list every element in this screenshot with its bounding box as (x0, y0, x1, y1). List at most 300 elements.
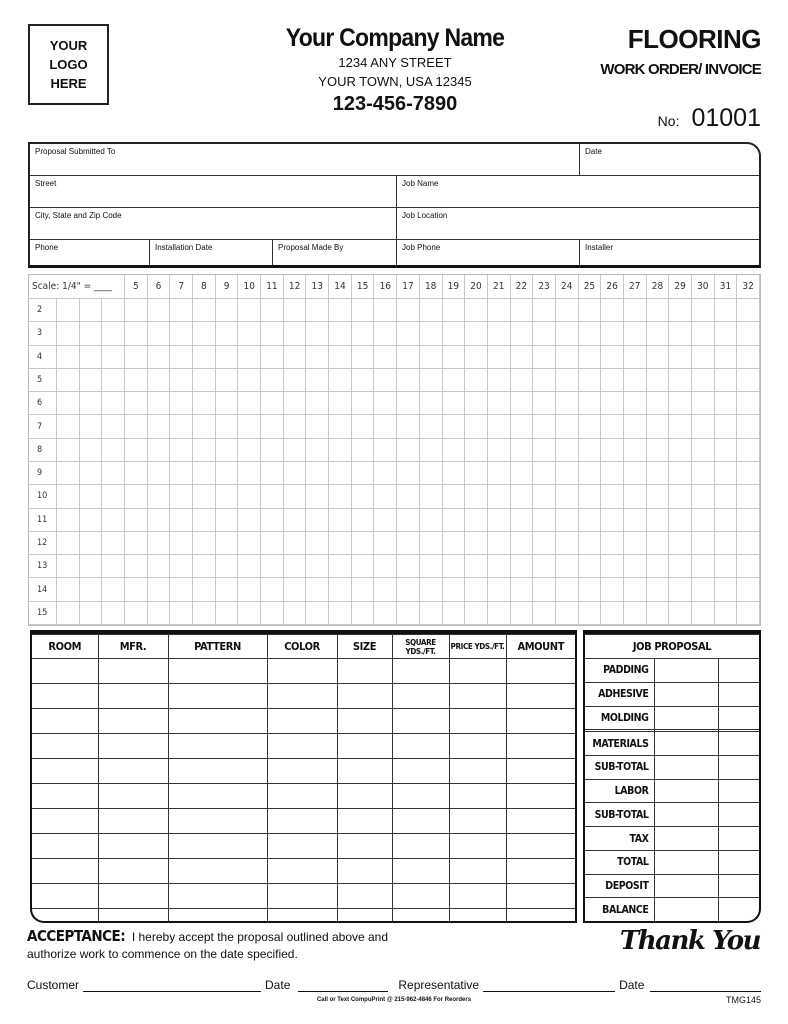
items-cell[interactable] (98, 734, 168, 759)
grid-cell (284, 299, 307, 322)
items-cell[interactable] (168, 834, 267, 859)
grid-cell (556, 578, 579, 601)
grid-cell (647, 322, 670, 345)
items-cell[interactable] (267, 684, 337, 709)
grid-cell (715, 602, 738, 625)
field-label: Phone (35, 243, 59, 252)
grid-cell (352, 485, 375, 508)
items-cell[interactable] (392, 759, 449, 784)
field-label: Proposal Made By (278, 243, 344, 252)
grid-cell (647, 462, 670, 485)
proposal-row (585, 659, 759, 683)
grid-cell (737, 578, 760, 601)
field-label: City, State and Zip Code (35, 211, 122, 220)
grid-cell (397, 322, 420, 345)
grid-column-number: 8 (193, 275, 216, 299)
grid-cell (601, 602, 624, 625)
grid-cell (556, 602, 579, 625)
items-cell[interactable] (98, 809, 168, 834)
grid-row-number: 5 (29, 369, 57, 392)
items-cell[interactable] (449, 759, 506, 784)
grid-column-number: 12 (284, 275, 307, 299)
grid-cell (261, 532, 284, 555)
items-cell[interactable] (267, 834, 337, 859)
measurement-grid (28, 274, 761, 626)
grid-column-number: 30 (692, 275, 715, 299)
grid-cell (80, 299, 103, 322)
grid-cell (80, 369, 103, 392)
grid-cell (238, 602, 261, 625)
grid-cell (329, 578, 352, 601)
grid-cell (284, 485, 307, 508)
grid-cell (579, 578, 602, 601)
proposal-amount-cell[interactable] (654, 659, 718, 683)
proposal-amount-cell[interactable] (654, 827, 718, 851)
proposal-amount-cell[interactable] (718, 755, 759, 779)
acceptance-label: ACCEPTANCE: (27, 927, 126, 945)
items-row (32, 884, 575, 909)
grid-cell (261, 485, 284, 508)
items-cell[interactable] (392, 784, 449, 809)
proposal-amount-cell[interactable] (718, 732, 759, 756)
grid-cell (374, 369, 397, 392)
field-job-location[interactable] (396, 208, 759, 239)
number-label: No: (657, 113, 680, 129)
grid-cell (148, 555, 171, 578)
items-cell[interactable] (168, 909, 267, 922)
items-cell[interactable] (392, 809, 449, 834)
items-column-header: PATTERN (168, 635, 267, 659)
proposal-amount-cell[interactable] (718, 827, 759, 851)
grid-cell (488, 322, 511, 345)
form-code: TMG145 (725, 995, 761, 1005)
grid-cell (170, 392, 193, 415)
title-subtitle: WORK ORDER/ INVOICE (600, 61, 761, 78)
grid-cell (465, 322, 488, 345)
items-cell[interactable] (337, 834, 392, 859)
grid-cell (261, 555, 284, 578)
items-cell[interactable] (267, 659, 337, 684)
proposal-amount-cell[interactable] (654, 803, 718, 827)
items-cell[interactable] (337, 784, 392, 809)
items-cell[interactable] (168, 734, 267, 759)
items-cell[interactable] (32, 884, 98, 909)
grid-cell (374, 485, 397, 508)
items-cell[interactable] (449, 659, 506, 684)
grid-cell (692, 346, 715, 369)
field-proposal-made-by[interactable] (272, 240, 396, 265)
grid-cell (579, 485, 602, 508)
grid-cell (692, 439, 715, 462)
grid-cell (374, 439, 397, 462)
items-cell[interactable] (98, 684, 168, 709)
proposal-amount-cell[interactable] (718, 779, 759, 803)
company-info (240, 24, 550, 116)
customer-label: Customer (27, 978, 80, 992)
items-cell[interactable] (32, 784, 98, 809)
items-cell[interactable] (267, 734, 337, 759)
items-cell[interactable] (506, 834, 575, 859)
grid-column-number: 17 (397, 275, 420, 299)
items-cell[interactable] (168, 884, 267, 909)
items-cell[interactable] (32, 659, 98, 684)
items-cell[interactable] (506, 659, 575, 684)
grid-cell (216, 485, 239, 508)
grid-cell (737, 415, 760, 438)
grid-cell (624, 322, 647, 345)
grid-cell (624, 578, 647, 601)
grid-cell (284, 462, 307, 485)
grid-cell (102, 439, 125, 462)
items-cell[interactable] (267, 884, 337, 909)
items-column-header: PRICE YDS./FT. (449, 635, 506, 659)
items-cell[interactable] (449, 834, 506, 859)
grid-cell (624, 509, 647, 532)
grid-column-number: 14 (329, 275, 352, 299)
grid-cell (579, 439, 602, 462)
grid-cell (57, 392, 80, 415)
items-cell[interactable] (449, 734, 506, 759)
items-cell[interactable] (449, 684, 506, 709)
proposal-amount-cell[interactable] (718, 874, 759, 898)
proposal-amount-cell[interactable] (654, 898, 718, 921)
items-cell[interactable] (449, 709, 506, 734)
representative-label: Representative (398, 978, 480, 992)
grid-cell (148, 509, 171, 532)
items-cell[interactable] (267, 859, 337, 884)
grid-cell (533, 602, 556, 625)
items-cell[interactable] (392, 859, 449, 884)
date-label: Date (619, 978, 645, 992)
grid-cell (261, 369, 284, 392)
grid-cell (238, 392, 261, 415)
representative-signature-field[interactable] (483, 980, 615, 992)
grid-cell (102, 602, 125, 625)
items-cell[interactable] (449, 809, 506, 834)
grid-cell (170, 299, 193, 322)
items-cell[interactable] (98, 884, 168, 909)
items-cell[interactable] (98, 759, 168, 784)
grid-cell (511, 509, 534, 532)
grid-cell (329, 439, 352, 462)
field-installer[interactable] (579, 240, 759, 265)
grid-cell (511, 532, 534, 555)
grid-cell (715, 485, 738, 508)
proposal-amount-cell[interactable] (718, 682, 759, 706)
grid-cell (669, 532, 692, 555)
grid-column-number: 32 (737, 275, 760, 299)
grid-cell (647, 509, 670, 532)
grid-cell (148, 462, 171, 485)
proposal-amount-cell[interactable] (654, 850, 718, 874)
customer-date-field[interactable] (298, 980, 388, 992)
items-cell[interactable] (267, 809, 337, 834)
grid-cell (488, 415, 511, 438)
grid-cell (57, 322, 80, 345)
items-cell[interactable] (98, 784, 168, 809)
grid-cell (420, 602, 443, 625)
grid-cell (737, 509, 760, 532)
grid-cell (737, 462, 760, 485)
grid-cell (80, 439, 103, 462)
grid-cell (261, 322, 284, 345)
items-cell[interactable] (506, 884, 575, 909)
proposal-amount-cell[interactable] (654, 732, 718, 756)
grid-cell (238, 485, 261, 508)
field-job-phone[interactable] (396, 240, 579, 265)
items-cell[interactable] (168, 784, 267, 809)
grid-cell (80, 602, 103, 625)
items-table (30, 630, 577, 923)
grid-cell (193, 509, 216, 532)
grid-cell (533, 392, 556, 415)
items-cell[interactable] (337, 909, 392, 922)
grid-cell (284, 509, 307, 532)
items-cell[interactable] (392, 734, 449, 759)
proposal-row (585, 898, 759, 921)
items-cell[interactable] (98, 709, 168, 734)
field-city-state-zip[interactable] (30, 208, 396, 239)
grid-cell (465, 485, 488, 508)
grid-cell (102, 462, 125, 485)
grid-cell (352, 392, 375, 415)
grid-cell (420, 462, 443, 485)
items-cell[interactable] (32, 809, 98, 834)
items-cell[interactable] (267, 784, 337, 809)
field-proposal-submitted-to[interactable] (30, 144, 577, 175)
grid-cell (579, 322, 602, 345)
proposal-amount-cell[interactable] (654, 874, 718, 898)
grid-cell (647, 369, 670, 392)
grid-cell (329, 369, 352, 392)
grid-cell (397, 532, 420, 555)
items-cell[interactable] (337, 759, 392, 784)
items-cell[interactable] (168, 659, 267, 684)
items-cell[interactable] (449, 859, 506, 884)
proposal-amount-cell[interactable] (654, 706, 718, 730)
grid-cell (647, 392, 670, 415)
grid-cell (306, 602, 329, 625)
items-cell[interactable] (506, 734, 575, 759)
grid-cell (148, 322, 171, 345)
items-cell[interactable] (267, 909, 337, 922)
field-date[interactable] (579, 144, 759, 175)
items-cell[interactable] (98, 909, 168, 922)
grid-cell (647, 415, 670, 438)
field-installation-date[interactable] (149, 240, 272, 265)
items-column-header: ROOM (32, 635, 98, 659)
grid-cell (601, 322, 624, 345)
grid-cell (669, 369, 692, 392)
items-cell[interactable] (337, 859, 392, 884)
grid-row-number: 3 (29, 322, 57, 345)
grid-column-number: 21 (488, 275, 511, 299)
items-cell[interactable] (32, 734, 98, 759)
items-cell[interactable] (337, 659, 392, 684)
grid-cell (216, 369, 239, 392)
items-cell[interactable] (32, 834, 98, 859)
proposal-row-label: DEPOSIT (585, 874, 654, 898)
proposal-amount-cell[interactable] (718, 803, 759, 827)
items-cell[interactable] (337, 709, 392, 734)
grid-column-number: 9 (216, 275, 239, 299)
grid-cell (80, 415, 103, 438)
grid-cell (647, 299, 670, 322)
grid-cell (511, 462, 534, 485)
items-cell[interactable] (337, 684, 392, 709)
grid-cell (102, 555, 125, 578)
items-cell[interactable] (392, 909, 449, 922)
items-cell[interactable] (98, 859, 168, 884)
grid-cell (647, 602, 670, 625)
items-cell[interactable] (392, 884, 449, 909)
grid-cell (715, 346, 738, 369)
representative-date-field[interactable] (650, 980, 761, 992)
grid-cell (80, 322, 103, 345)
proposal-row (585, 779, 759, 803)
items-cell[interactable] (98, 659, 168, 684)
grid-cell (125, 555, 148, 578)
items-cell[interactable] (392, 659, 449, 684)
grid-cell (374, 462, 397, 485)
grid-cell (238, 322, 261, 345)
items-cell[interactable] (267, 709, 337, 734)
grid-cell (556, 555, 579, 578)
proposal-amount-cell[interactable] (654, 779, 718, 803)
grid-cell (556, 462, 579, 485)
items-cell[interactable] (267, 759, 337, 784)
items-cell[interactable] (32, 859, 98, 884)
proposal-amount-cell[interactable] (718, 898, 759, 921)
items-cell[interactable] (32, 759, 98, 784)
items-cell[interactable] (506, 784, 575, 809)
grid-cell (397, 369, 420, 392)
items-cell[interactable] (392, 834, 449, 859)
items-cell[interactable] (506, 759, 575, 784)
items-cell[interactable] (168, 684, 267, 709)
grid-cell (102, 578, 125, 601)
grid-column-number: 22 (511, 275, 534, 299)
field-street[interactable] (30, 176, 396, 207)
grid-cell (193, 299, 216, 322)
field-label: Installer (585, 243, 614, 252)
grid-cell (261, 346, 284, 369)
items-cell[interactable] (168, 709, 267, 734)
grid-cell (306, 555, 329, 578)
grid-cell (80, 532, 103, 555)
grid-cell (261, 578, 284, 601)
proposal-row-label: MOLDING (585, 706, 654, 730)
grid-row-number: 2 (29, 299, 57, 322)
grid-row-number: 8 (29, 439, 57, 462)
grid-cell (692, 322, 715, 345)
document-title (600, 24, 761, 78)
proposal-amount-cell[interactable] (718, 850, 759, 874)
grid-cell (669, 415, 692, 438)
items-cell[interactable] (392, 709, 449, 734)
grid-cell (511, 415, 534, 438)
customer-signature-field[interactable] (83, 980, 261, 992)
grid-cell (533, 485, 556, 508)
proposal-amount-cell[interactable] (718, 659, 759, 683)
grid-cell (125, 392, 148, 415)
items-cell[interactable] (392, 684, 449, 709)
grid-cell (374, 392, 397, 415)
field-phone[interactable] (30, 240, 149, 265)
grid-cell (284, 602, 307, 625)
grid-cell (148, 369, 171, 392)
items-cell[interactable] (337, 734, 392, 759)
items-cell[interactable] (449, 884, 506, 909)
items-cell[interactable] (32, 709, 98, 734)
items-cell[interactable] (506, 709, 575, 734)
items-cell[interactable] (449, 784, 506, 809)
scale-label: Scale: 1/4" = ____ (29, 275, 125, 299)
proposal-amount-cell[interactable] (654, 755, 718, 779)
items-cell[interactable] (168, 859, 267, 884)
items-cell[interactable] (337, 884, 392, 909)
grid-cell (488, 485, 511, 508)
grid-cell (125, 369, 148, 392)
items-cell[interactable] (32, 684, 98, 709)
logo-placeholder (28, 24, 109, 105)
proposal-amount-cell[interactable] (654, 682, 718, 706)
grid-cell (193, 462, 216, 485)
grid-column-number: 31 (715, 275, 738, 299)
grid-column-number: 26 (601, 275, 624, 299)
grid-column-number: 23 (533, 275, 556, 299)
proposal-row-label: ADHESIVE (585, 682, 654, 706)
items-cell[interactable] (506, 859, 575, 884)
items-cell[interactable] (337, 809, 392, 834)
grid-cell (511, 602, 534, 625)
grid-cell (465, 509, 488, 532)
field-job-name[interactable] (396, 176, 759, 207)
proposal-amount-cell[interactable] (718, 706, 759, 730)
items-cell[interactable] (506, 809, 575, 834)
grid-cell (647, 346, 670, 369)
items-cell[interactable] (449, 909, 506, 922)
grid-cell (579, 415, 602, 438)
grid-cell (488, 392, 511, 415)
items-cell[interactable] (506, 909, 575, 922)
grid-cell (443, 299, 466, 322)
grid-cell (216, 578, 239, 601)
grid-cell (715, 369, 738, 392)
grid-cell (715, 532, 738, 555)
grid-cell (579, 299, 602, 322)
grid-cell (397, 392, 420, 415)
grid-column-number: 11 (261, 275, 284, 299)
items-row (32, 909, 575, 922)
items-cell[interactable] (32, 909, 98, 922)
grid-cell (715, 299, 738, 322)
grid-cell (148, 602, 171, 625)
items-column-header: COLOR (267, 635, 337, 659)
grid-cell (465, 415, 488, 438)
grid-cell (329, 392, 352, 415)
grid-cell (443, 509, 466, 532)
grid-cell (556, 509, 579, 532)
items-cell[interactable] (506, 684, 575, 709)
items-cell[interactable] (168, 809, 267, 834)
grid-cell (488, 602, 511, 625)
grid-cell (533, 555, 556, 578)
items-cell[interactable] (168, 759, 267, 784)
grid-cell (193, 322, 216, 345)
grid-cell (715, 322, 738, 345)
items-cell[interactable] (98, 834, 168, 859)
